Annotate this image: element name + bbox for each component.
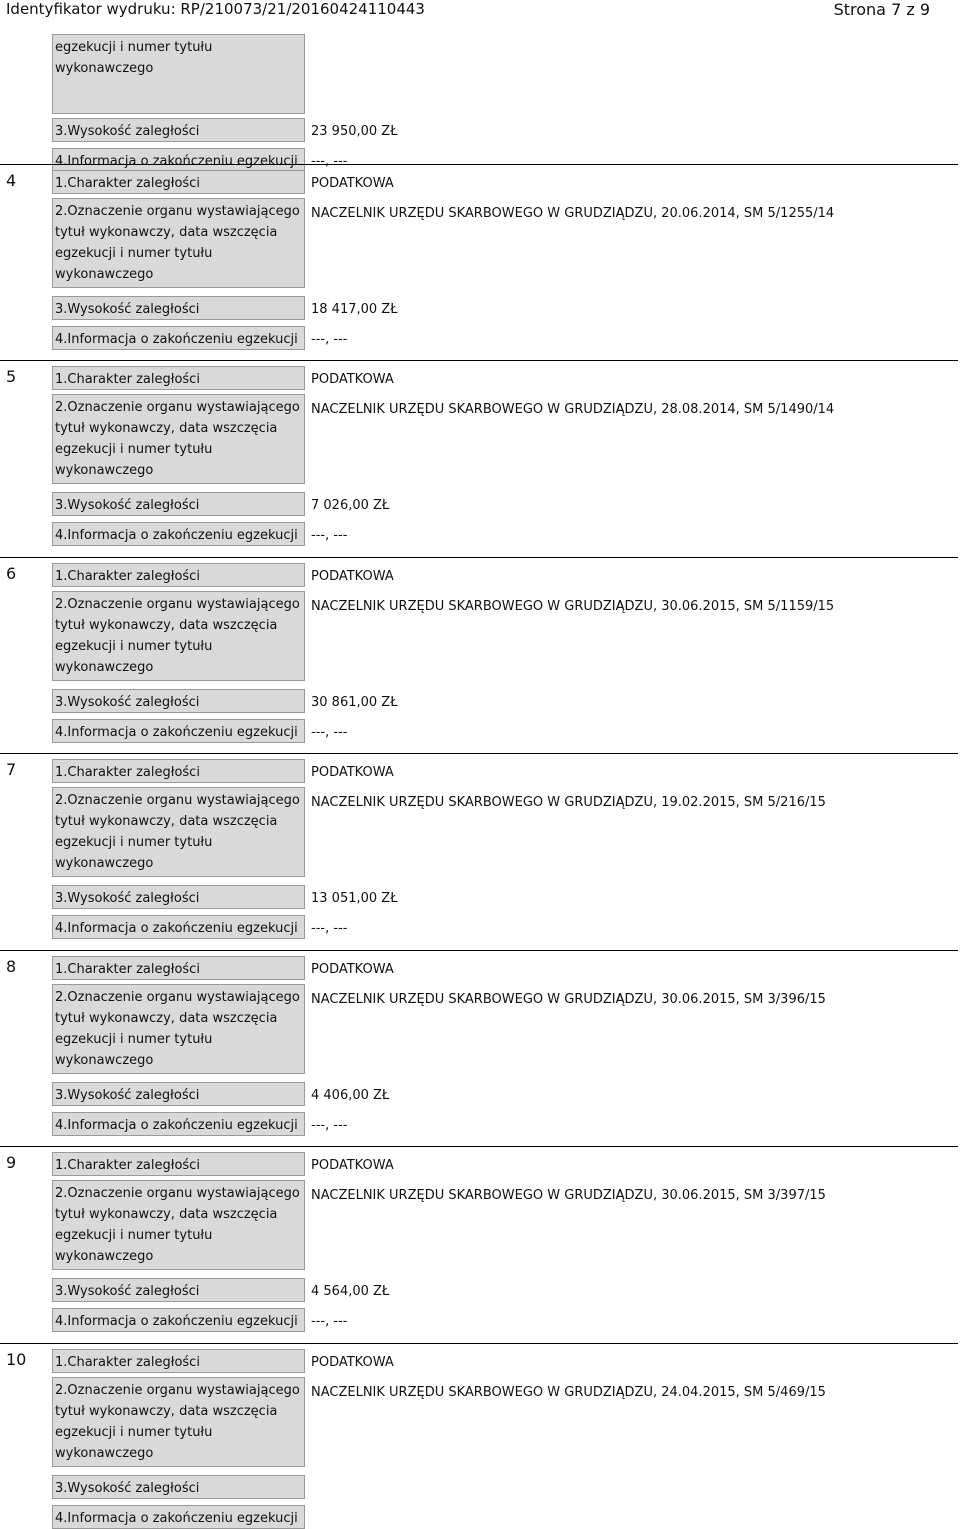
type-label [52,1349,305,1373]
label-line: 3.Wysokość zaległości [55,1481,200,1496]
info-label [52,915,305,939]
amount-label [52,885,305,909]
label-line: tytuł wykonawczy, data wszczęcia [55,618,278,633]
organ-label [52,1180,305,1270]
page-number: Strona 7 z 9 [833,0,930,19]
entry-block [0,1146,958,1344]
label-line: 2.Oznaczenie organu wystawiającego [55,204,300,219]
label-line: tytuł wykonawczy, data wszczęcia [55,421,278,436]
organ-value: NACZELNIK URZĘDU SKARBOWEGO W GRUDZIĄDZU, 30.06.2015, SM 3/397/15 [311,1188,826,1203]
label-line: 4.Informacja o zakończeniu egzekucji [55,1511,298,1526]
type-value: PODATKOWA [311,1158,394,1173]
label-line: 4.Informacja o zakończeniu egzekucji [55,921,298,936]
label-line: 3.Wysokość zaległości [55,302,200,317]
label-line: wykonawczego [55,61,154,76]
entry-number: 6 [6,564,17,583]
label-line: 1.Charakter zaległości [55,962,200,977]
amount-label [52,1082,305,1106]
organ-label [52,34,305,114]
info-label [52,1112,305,1136]
amount-value: 13 051,00 ZŁ [311,891,398,906]
type-value: PODATKOWA [311,765,394,780]
type-value: PODATKOWA [311,176,394,191]
label-line: wykonawczego [55,267,154,282]
amount-label [52,1475,305,1499]
label-line: tytuł wykonawczy, data wszczęcia [55,1011,278,1026]
label-line: 2.Oznaczenie organu wystawiającego [55,990,300,1005]
label-line: 2.Oznaczenie organu wystawiającego [55,793,300,808]
organ-label [52,591,305,681]
label-line: 4.Informacja o zakończeniu egzekucji [55,1118,298,1133]
label-line: 1.Charakter zaległości [55,176,200,191]
organ-value: NACZELNIK URZĘDU SKARBOWEGO W GRUDZIĄDZU, 20.06.2014, SM 5/1255/14 [311,206,835,221]
label-line: 3.Wysokość zaległości [55,124,200,139]
label-line: 4.Informacja o zakończeniu egzekucji [55,332,298,347]
label-line: wykonawczego [55,1053,154,1068]
amount-value: 23 950,00 ZŁ [311,124,398,139]
label-line: wykonawczego [55,463,154,478]
entry-number: 10 [6,1350,27,1369]
info-label [52,719,305,743]
amount-value: 18 417,00 ZŁ [311,302,398,317]
label-line: 3.Wysokość zaległości [55,891,200,906]
amount-value: 7 026,00 ZŁ [311,498,390,513]
info-label [52,1308,305,1332]
entry-number: 5 [6,367,17,386]
label-line: 3.Wysokość zaległości [55,498,200,513]
info-value: ---, --- [311,154,348,169]
label-line: wykonawczego [55,856,154,871]
label-line: wykonawczego [55,1249,154,1264]
type-label [52,956,305,980]
type-value: PODATKOWA [311,372,394,387]
label-line: egzekucji i numer tytułu [55,442,213,457]
label-line: 3.Wysokość zaległości [55,1088,200,1103]
label-line: tytuł wykonawczy, data wszczęcia [55,814,278,829]
info-value: ---, --- [311,921,348,936]
entry-number: 8 [6,957,17,976]
label-line: 1.Charakter zaległości [55,569,200,584]
organ-label [52,394,305,484]
type-value: PODATKOWA [311,569,394,584]
label-line: egzekucji i numer tytułu [55,40,213,55]
label-line: wykonawczego [55,660,154,675]
entry-partial [0,22,958,169]
label-line: tytuł wykonawczy, data wszczęcia [55,1404,278,1419]
amount-value: 4 406,00 ZŁ [311,1088,390,1103]
entry-number: 9 [6,1153,17,1172]
entry-block [0,1343,958,1526]
type-value: PODATKOWA [311,962,394,977]
label-line: 4.Informacja o zakończeniu egzekucji [55,725,298,740]
label-line: 2.Oznaczenie organu wystawiającego [55,1383,300,1398]
label-line: 4.Informacja o zakończeniu egzekucji [55,154,298,169]
label-line: tytuł wykonawczy, data wszczęcia [55,225,278,240]
label-line: egzekucji i numer tytułu [55,1228,213,1243]
info-label [52,326,305,350]
label-line: egzekucji i numer tytułu [55,835,213,850]
label-line: wykonawczego [55,1446,154,1461]
info-value: ---, --- [311,332,348,347]
organ-value: NACZELNIK URZĘDU SKARBOWEGO W GRUDZIĄDZU, 24.04.2015, SM 5/469/15 [311,1385,826,1400]
label-line: 1.Charakter zaległości [55,372,200,387]
label-line: tytuł wykonawczy, data wszczęcia [55,1207,278,1222]
label-line: 1.Charakter zaległości [55,1158,200,1173]
type-label [52,170,305,194]
info-label [52,1505,305,1529]
type-label [52,1152,305,1176]
entry-block [0,950,958,1147]
organ-value: NACZELNIK URZĘDU SKARBOWEGO W GRUDZIĄDZU, 30.06.2015, SM 3/396/15 [311,992,826,1007]
type-label [52,563,305,587]
organ-value: NACZELNIK URZĘDU SKARBOWEGO W GRUDZIĄDZU, 19.02.2015, SM 5/216/15 [311,795,826,810]
entry-number: 4 [6,171,17,190]
label-line: 4.Informacja o zakończeniu egzekucji [55,528,298,543]
info-value: ---, --- [311,528,348,543]
label-line: 3.Wysokość zaległości [55,1284,200,1299]
label-line: egzekucji i numer tytułu [55,1032,213,1047]
info-value: ---, --- [311,725,348,740]
info-value: ---, --- [311,1118,348,1133]
label-line: 2.Oznaczenie organu wystawiającego [55,400,300,415]
type-label [52,366,305,390]
amount-value: 4 564,00 ZŁ [311,1284,390,1299]
organ-label [52,1377,305,1467]
label-line: egzekucji i numer tytułu [55,246,213,261]
label-line: 3.Wysokość zaległości [55,695,200,710]
amount-label [52,118,305,142]
print-header [0,0,960,22]
entry-number: 7 [6,760,17,779]
organ-label [52,198,305,288]
entry-block [0,164,958,361]
label-line: egzekucji i numer tytułu [55,1425,213,1440]
entry-block [0,753,958,951]
entry-block [0,557,958,754]
info-label [52,522,305,546]
amount-label [52,296,305,320]
label-line: 2.Oznaczenie organu wystawiającego [55,597,300,612]
amount-label [52,689,305,713]
label-line: egzekucji i numer tytułu [55,639,213,654]
organ-label [52,984,305,1074]
print-identifier: Identyfikator wydruku: RP/210073/21/20160424110443 [6,0,425,18]
amount-value: 30 861,00 ZŁ [311,695,398,710]
organ-value: NACZELNIK URZĘDU SKARBOWEGO W GRUDZIĄDZU, 30.06.2015, SM 5/1159/15 [311,599,835,614]
info-value: ---, --- [311,1314,348,1329]
amount-label [52,1278,305,1302]
label-line: 1.Charakter zaległości [55,765,200,780]
type-value: PODATKOWA [311,1355,394,1370]
entry-block [0,360,958,558]
organ-value: NACZELNIK URZĘDU SKARBOWEGO W GRUDZIĄDZU, 28.08.2014, SM 5/1490/14 [311,402,835,417]
label-line: 1.Charakter zaległości [55,1355,200,1370]
type-label [52,759,305,783]
label-line: 4.Informacja o zakończeniu egzekucji [55,1314,298,1329]
amount-label [52,492,305,516]
organ-label [52,787,305,877]
label-line: 2.Oznaczenie organu wystawiającego [55,1186,300,1201]
